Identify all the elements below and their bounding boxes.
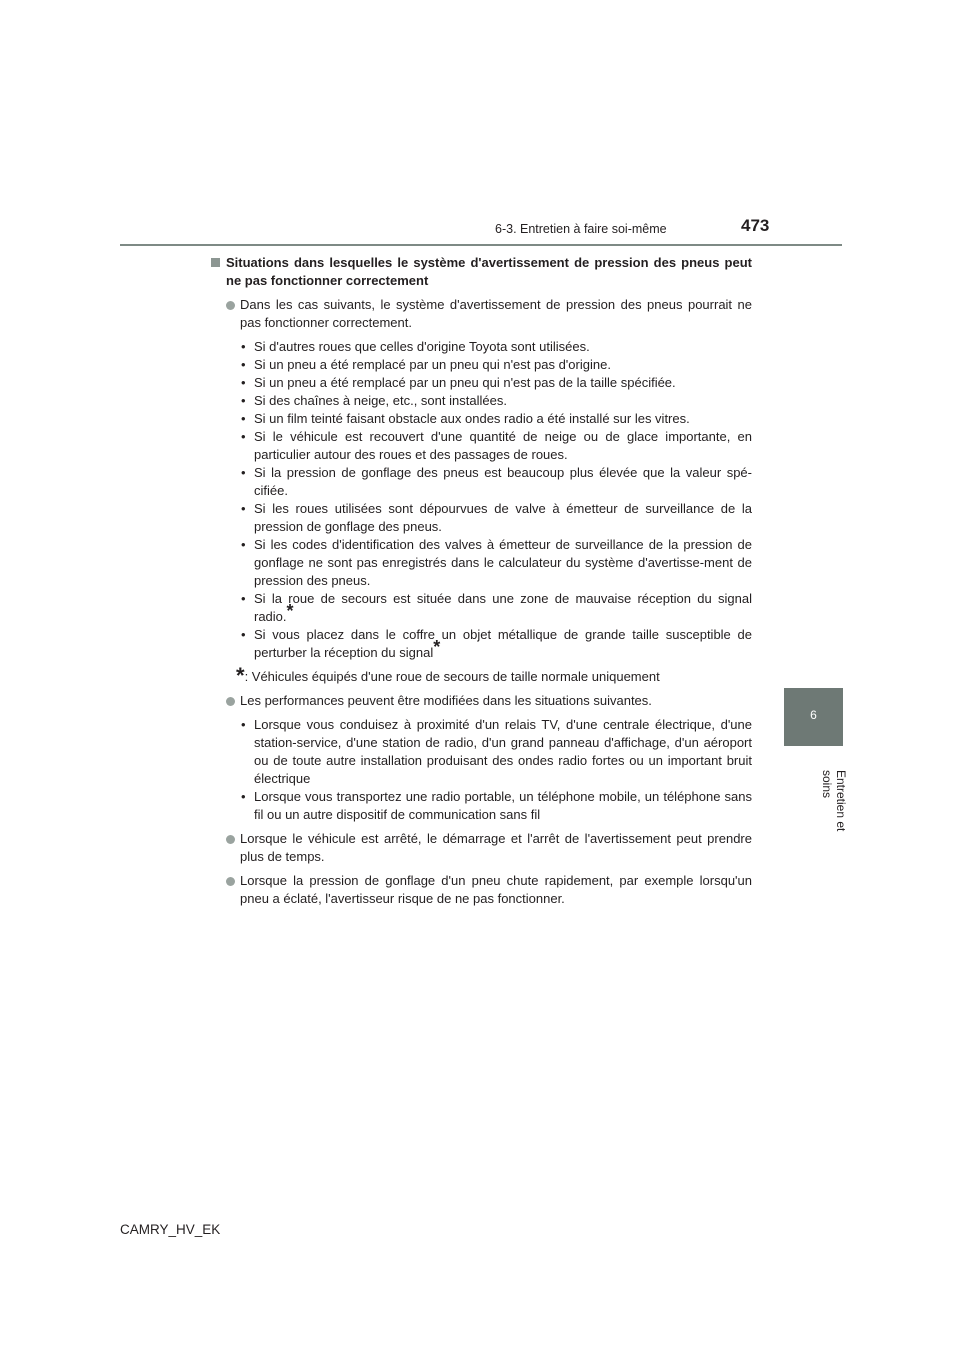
list-item-text: Si les roues utilisées sont dépourvues de valve à émetteur de surveillance de la pression de gonflage des pneus.	[254, 501, 752, 534]
bullet-dot-icon	[226, 697, 235, 706]
page-content	[211, 254, 752, 914]
footnote-star: *	[236, 663, 245, 688]
bullet-icon: •	[241, 357, 246, 372]
list-item	[211, 356, 752, 374]
list-item	[211, 374, 752, 392]
paragraph-2	[211, 692, 752, 710]
paragraph-3-text: Lorsque le véhicule est arrêté, le démarrage et l'arrêt de l'avertissement peut prendre plus de temps.	[240, 831, 752, 864]
footer-model-code: CAMRY_HV_EK	[120, 1222, 221, 1237]
list-item	[211, 464, 752, 500]
bullet-icon: •	[241, 789, 246, 804]
bullet-icon: •	[241, 627, 246, 642]
chapter-tab	[784, 688, 843, 746]
bullet-icon: •	[241, 717, 246, 732]
section-heading-text: Situations dans lesquelles le système d'avertissement de pression des pneus peut ne pas fonctionner correctement	[226, 255, 752, 288]
list-item	[211, 410, 752, 428]
bullet-dot-icon	[226, 835, 235, 844]
section-heading	[211, 254, 752, 290]
header-rule	[120, 244, 842, 246]
bullet-icon: •	[241, 429, 246, 444]
list-item	[211, 788, 752, 824]
bullet-icon: •	[241, 339, 246, 354]
list-item	[211, 590, 752, 626]
list-item-text: Si la roue de secours est située dans une zone de mauvaise réception du signal radio.	[254, 591, 752, 624]
footnote-text: : Véhicules équipés d'une roue de secours de taille normale uniquement	[244, 669, 660, 684]
list-item-text: Si des chaînes à neige, etc., sont installées.	[254, 393, 507, 408]
list-item-text: Si un pneu a été remplacé par un pneu qui n'est pas de la taille spécifiée.	[254, 375, 676, 390]
footnote-marker: *	[433, 637, 441, 657]
condition-list	[211, 338, 752, 662]
paragraph-4-text: Lorsque la pression de gonflage d'un pneu chute rapidement, par exemple lorsqu'un pneu a éclaté, l'avertisseur risque de ne pas fonctionner.	[240, 873, 752, 906]
list-item	[211, 536, 752, 590]
paragraph-4	[211, 872, 752, 908]
situation-list	[211, 716, 752, 824]
bullet-icon: •	[241, 375, 246, 390]
bullet-dot-icon	[226, 877, 235, 886]
section-title: 6-3. Entretien à faire soi-même	[495, 222, 667, 236]
list-item	[211, 716, 752, 788]
list-item-text: Lorsque vous transportez une radio portable, un téléphone mobile, un téléphone sans fil ou un autre dispositif de communication sans fil	[254, 789, 752, 822]
list-item-text: Lorsque vous conduisez à proximité d'un relais TV, d'une centrale électrique, d'une station-service, d'une station de radio, d'un grand panneau d'affichage, d'un aéroport ou de toute autre installation produisant des ondes radio fortes ou un important bruit électrique	[254, 717, 752, 786]
footnote	[211, 663, 752, 688]
paragraph-1-text: Dans les cas suivants, le système d'avertissement de pression des pneus pourrait ne pas fonctionner correctement.	[240, 297, 752, 330]
bullet-dot-icon	[226, 301, 235, 310]
list-item	[211, 428, 752, 464]
list-item-text: Si un pneu a été remplacé par un pneu qui n'est pas d'origine.	[254, 357, 611, 372]
bullet-icon: •	[241, 501, 246, 516]
footnote-marker: *	[286, 601, 294, 621]
paragraph-3	[211, 830, 752, 866]
list-item-text: Si les codes d'identification des valves à émetteur de surveillance de la pression de gonflage ne sont pas enregistrés dans le calculateur du système d'avertisse-ment de pression des pneus.	[254, 537, 752, 588]
paragraph-2-text: Les performances peuvent être modifiées dans les situations suivantes.	[240, 693, 652, 708]
list-item-text: Si d'autres roues que celles d'origine Toyota sont utilisées.	[254, 339, 590, 354]
list-item-text: Si vous placez dans le coffre un objet métallique de grande taille susceptible de perturber la réception du signal	[254, 627, 752, 660]
bullet-icon: •	[241, 537, 246, 552]
list-item-text: Si la pression de gonflage des pneus est beaucoup plus élevée que la valeur spé-cifiée.	[254, 465, 752, 498]
heading-square-icon	[211, 258, 220, 267]
list-item	[211, 500, 752, 536]
list-item-text: Si un film teinté faisant obstacle aux ondes radio a été installé sur les vitres.	[254, 411, 690, 426]
chapter-number: 6	[810, 708, 817, 722]
list-item	[211, 626, 752, 662]
list-item-text: Si le véhicule est recouvert d'une quantité de neige ou de glace importante, en particulier autour des roues et des passages de roues.	[254, 429, 752, 462]
list-item	[211, 338, 752, 356]
page-number: 473	[741, 216, 770, 235]
bullet-icon: •	[241, 591, 246, 606]
bullet-icon: •	[241, 393, 246, 408]
bullet-icon: •	[241, 465, 246, 480]
paragraph-1	[211, 296, 752, 332]
chapter-label: Entretien et soins	[820, 770, 848, 832]
bullet-icon: •	[241, 411, 246, 426]
list-item	[211, 392, 752, 410]
